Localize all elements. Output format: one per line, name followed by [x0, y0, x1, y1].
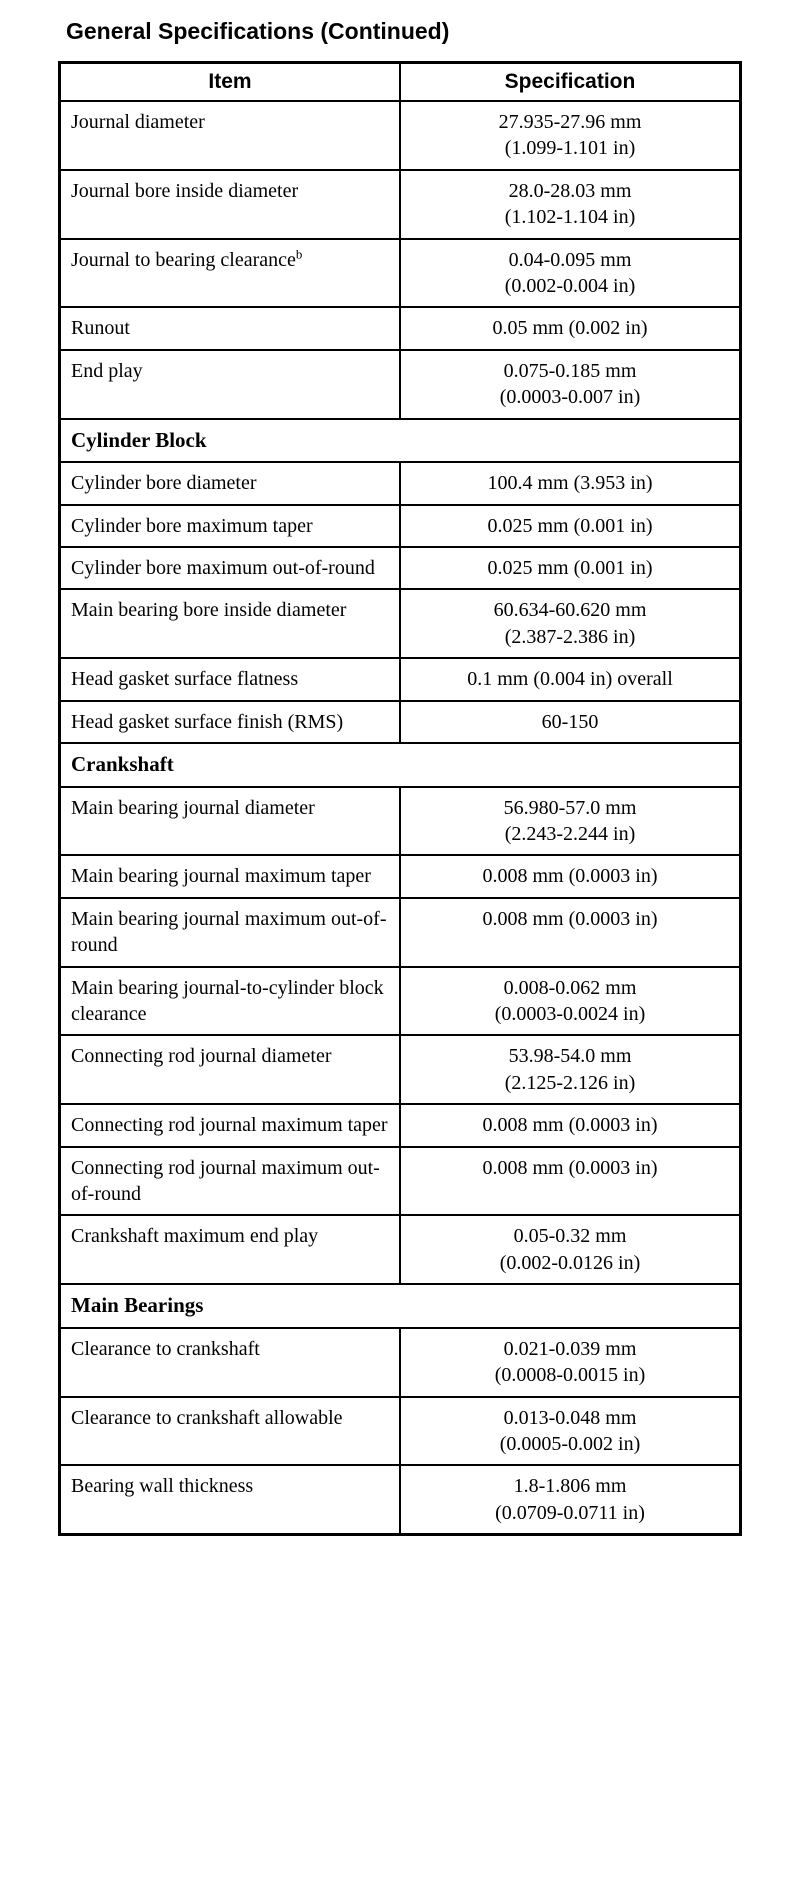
table-row	[60, 658, 741, 700]
item-cell: Main bearing journal maximum out-of-round	[60, 898, 401, 967]
item-cell: Bearing wall thickness	[60, 1465, 401, 1534]
spec-cell: 0.1 mm (0.004 in) overall	[400, 658, 741, 700]
table-row	[60, 1104, 741, 1146]
item-cell: Clearance to crankshaft allowable	[60, 1397, 401, 1466]
table-row	[60, 967, 741, 1036]
item-cell: Runout	[60, 307, 401, 349]
spec-cell: 0.013-0.048 mm (0.0005-0.002 in)	[400, 1397, 741, 1466]
item-cell: Connecting rod journal maximum out-of-round	[60, 1147, 401, 1216]
table-row	[60, 787, 741, 856]
table-row	[60, 1328, 741, 1397]
item-cell: Clearance to crankshaft	[60, 1328, 401, 1397]
spec-cell: 0.021-0.039 mm (0.0008-0.0015 in)	[400, 1328, 741, 1397]
spec-cell: 28.0-28.03 mm (1.102-1.104 in)	[400, 170, 741, 239]
table-body	[60, 101, 741, 1535]
spec-cell: 60-150	[400, 701, 741, 743]
item-cell: Crankshaft maximum end play	[60, 1215, 401, 1284]
table-row	[60, 855, 741, 897]
item-cell: Journal to bearing clearance$^b$	[60, 239, 401, 308]
table-row	[60, 1465, 741, 1534]
item-cell: Main bearing bore inside diameter	[60, 589, 401, 658]
column-header-item: Item	[60, 63, 401, 102]
section-header-row	[60, 743, 741, 787]
spec-table	[58, 61, 742, 1536]
spec-cell: 0.05-0.32 mm (0.002-0.0126 in)	[400, 1215, 741, 1284]
spec-cell: 0.008 mm (0.0003 in)	[400, 855, 741, 897]
table-row	[60, 589, 741, 658]
table-header-row	[60, 63, 741, 102]
spec-cell: 56.980-57.0 mm (2.243-2.244 in)	[400, 787, 741, 856]
item-cell: Head gasket surface finish (RMS)	[60, 701, 401, 743]
table-row	[60, 1215, 741, 1284]
spec-cell: 0.008 mm (0.0003 in)	[400, 1104, 741, 1146]
spec-cell: 0.008 mm (0.0003 in)	[400, 898, 741, 967]
table-row	[60, 505, 741, 547]
table-row	[60, 1147, 741, 1216]
spec-cell: 53.98-54.0 mm (2.125-2.126 in)	[400, 1035, 741, 1104]
spec-cell: 60.634-60.620 mm (2.387-2.386 in)	[400, 589, 741, 658]
item-cell: Cylinder bore maximum taper	[60, 505, 401, 547]
spec-cell: 0.008-0.062 mm (0.0003-0.0024 in)	[400, 967, 741, 1036]
spec-cell: 0.075-0.185 mm (0.0003-0.007 in)	[400, 350, 741, 419]
footnote-marker: b	[295, 245, 303, 261]
section-header-cell: Main Bearings	[60, 1284, 741, 1328]
spec-cell: 1.8-1.806 mm (0.0709-0.0711 in)	[400, 1465, 741, 1534]
table-row	[60, 462, 741, 504]
table-row	[60, 170, 741, 239]
spec-cell: 0.008 mm (0.0003 in)	[400, 1147, 741, 1216]
section-header-cell: Crankshaft	[60, 743, 741, 787]
item-cell: Main bearing journal-to-cylinder block clearance	[60, 967, 401, 1036]
table-row	[60, 350, 741, 419]
section-header-cell: Cylinder Block	[60, 419, 741, 463]
item-cell: End play	[60, 350, 401, 419]
spec-cell: 0.04-0.095 mm (0.002-0.004 in)	[400, 239, 741, 308]
section-header-row	[60, 419, 741, 463]
table-row	[60, 547, 741, 589]
item-cell: Cylinder bore diameter	[60, 462, 401, 504]
spec-cell: 100.4 mm (3.953 in)	[400, 462, 741, 504]
table-row	[60, 1397, 741, 1466]
item-cell: Journal diameter	[60, 101, 401, 170]
item-cell: Cylinder bore maximum out-of-round	[60, 547, 401, 589]
page-title: General Specifications (Continued)	[66, 18, 450, 44]
item-cell: Head gasket surface flatness	[60, 658, 401, 700]
table-row	[60, 101, 741, 170]
table-row	[60, 701, 741, 743]
item-cell: Connecting rod journal diameter	[60, 1035, 401, 1104]
section-header-row	[60, 1284, 741, 1328]
spec-cell: 0.05 mm (0.002 in)	[400, 307, 741, 349]
spec-cell: 0.025 mm (0.001 in)	[400, 547, 741, 589]
item-cell: Main bearing journal maximum taper	[60, 855, 401, 897]
spec-cell: 0.025 mm (0.001 in)	[400, 505, 741, 547]
item-cell: Main bearing journal diameter	[60, 787, 401, 856]
table-row	[60, 239, 741, 308]
spec-cell: 27.935-27.96 mm (1.099-1.101 in)	[400, 101, 741, 170]
column-header-specification: Specification	[400, 63, 741, 102]
table-row	[60, 1035, 741, 1104]
table-row	[60, 898, 741, 967]
item-cell: Connecting rod journal maximum taper	[60, 1104, 401, 1146]
item-cell: Journal bore inside diameter	[60, 170, 401, 239]
table-row	[60, 307, 741, 349]
